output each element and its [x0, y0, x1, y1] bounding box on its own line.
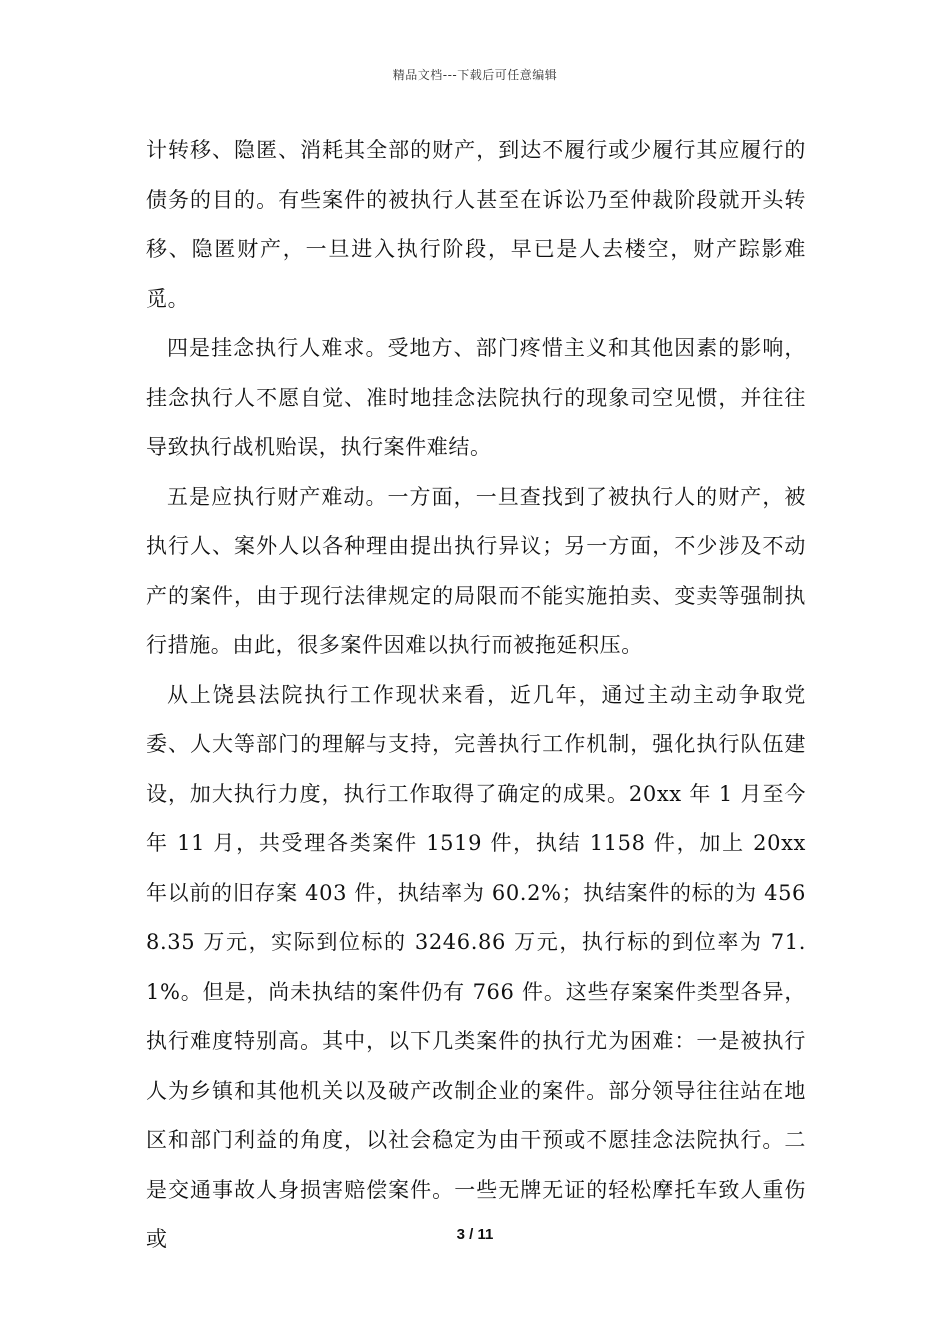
paragraph-4	[146, 671, 806, 1265]
text-line: 头转移、隐匿财产，一旦进入执行阶段，早已是人去楼空，财产踪	[146, 187, 806, 261]
text-line: 计转移、隐匿、消耗其全部的财产，到达不履行或少履行其应履行	[146, 138, 785, 162]
page-number	[0, 1226, 950, 1243]
text-line: 被执行人、案外人以各种理由提出执行异议；另一方面，不少涉及	[146, 484, 806, 558]
paragraph-2	[146, 324, 806, 473]
text-line: 建设，加大执行力度，执行工作取得了确定的成果。20xx 年 1 月至	[146, 732, 806, 806]
text-line: 不动产的案件，由于现行法律规定的局限而不能实施拍卖、变卖等	[146, 534, 806, 608]
page-header: 精品文档---下载后可任意编辑	[392, 68, 558, 82]
text-line: 元，实际到位标的 3246.86 万元，执行标的到位率为 71.1%。但是，	[146, 930, 806, 1004]
text-line: 从上饶县法院执行工作现状来看，近几年，通过主动主动争取党	[167, 682, 806, 707]
text-line: 四是挂念执行人难求。受地方、部门疼惜主义和其他因素的影响，	[167, 336, 806, 360]
text-line: 影难觅。	[146, 237, 806, 311]
text-line: 五是应执行财产难动。一方面，一旦查找到了被执行人的财产，	[167, 484, 785, 509]
paragraph-1	[146, 126, 806, 324]
page-separator: /	[469, 1226, 474, 1243]
text-line: 的债务的目的。有些案件的被执行人甚至在诉讼乃至仲裁阶段就开	[146, 138, 806, 212]
text-line: 往导致执行战机贻误，执行案件难结。	[146, 385, 806, 459]
text-line: 前的旧存案 403 件，执结率为 60.2%；执结案件的标的为 4568.35 万	[146, 880, 806, 954]
text-line: 和其他机关以及破产改制企业的案件。部分领导往往站在地区和部	[146, 1078, 806, 1152]
text-line: 通事故人身损害赔偿案件。一些无牌无证的轻松摩托车致人重伤或	[146, 1177, 806, 1251]
text-line: 尚未执结的案件仍有 766 件。这些存案案件类型各异，执行难度特	[146, 979, 806, 1053]
page-current: 3	[456, 1226, 465, 1243]
text-line: 挂念执行人不愿自觉、准时地挂念法院执行的现象司空见惯，并往	[146, 385, 785, 410]
text-line: 今年 11 月，共受理各类案件 1519 件，执结 1158 件，加上 20xx 年以	[146, 781, 806, 905]
text-line: 别高。其中，以下几类案件的执行尤为困难：一是被执行人为乡镇	[146, 1029, 807, 1103]
text-line: 委、人大等部门的理解与支持，完善执行工作机制，强化执行队伍	[146, 732, 785, 756]
text-line: 强制执行措施。由此，很多案件因难以执行而被拖延积压。	[146, 583, 806, 657]
paragraph-3	[146, 473, 806, 671]
page-total: 11	[477, 1226, 494, 1243]
document-body	[146, 126, 806, 1265]
text-line: 门利益的角度，以社会稳定为由干预或不愿挂念法院执行。二是交	[146, 1128, 806, 1202]
